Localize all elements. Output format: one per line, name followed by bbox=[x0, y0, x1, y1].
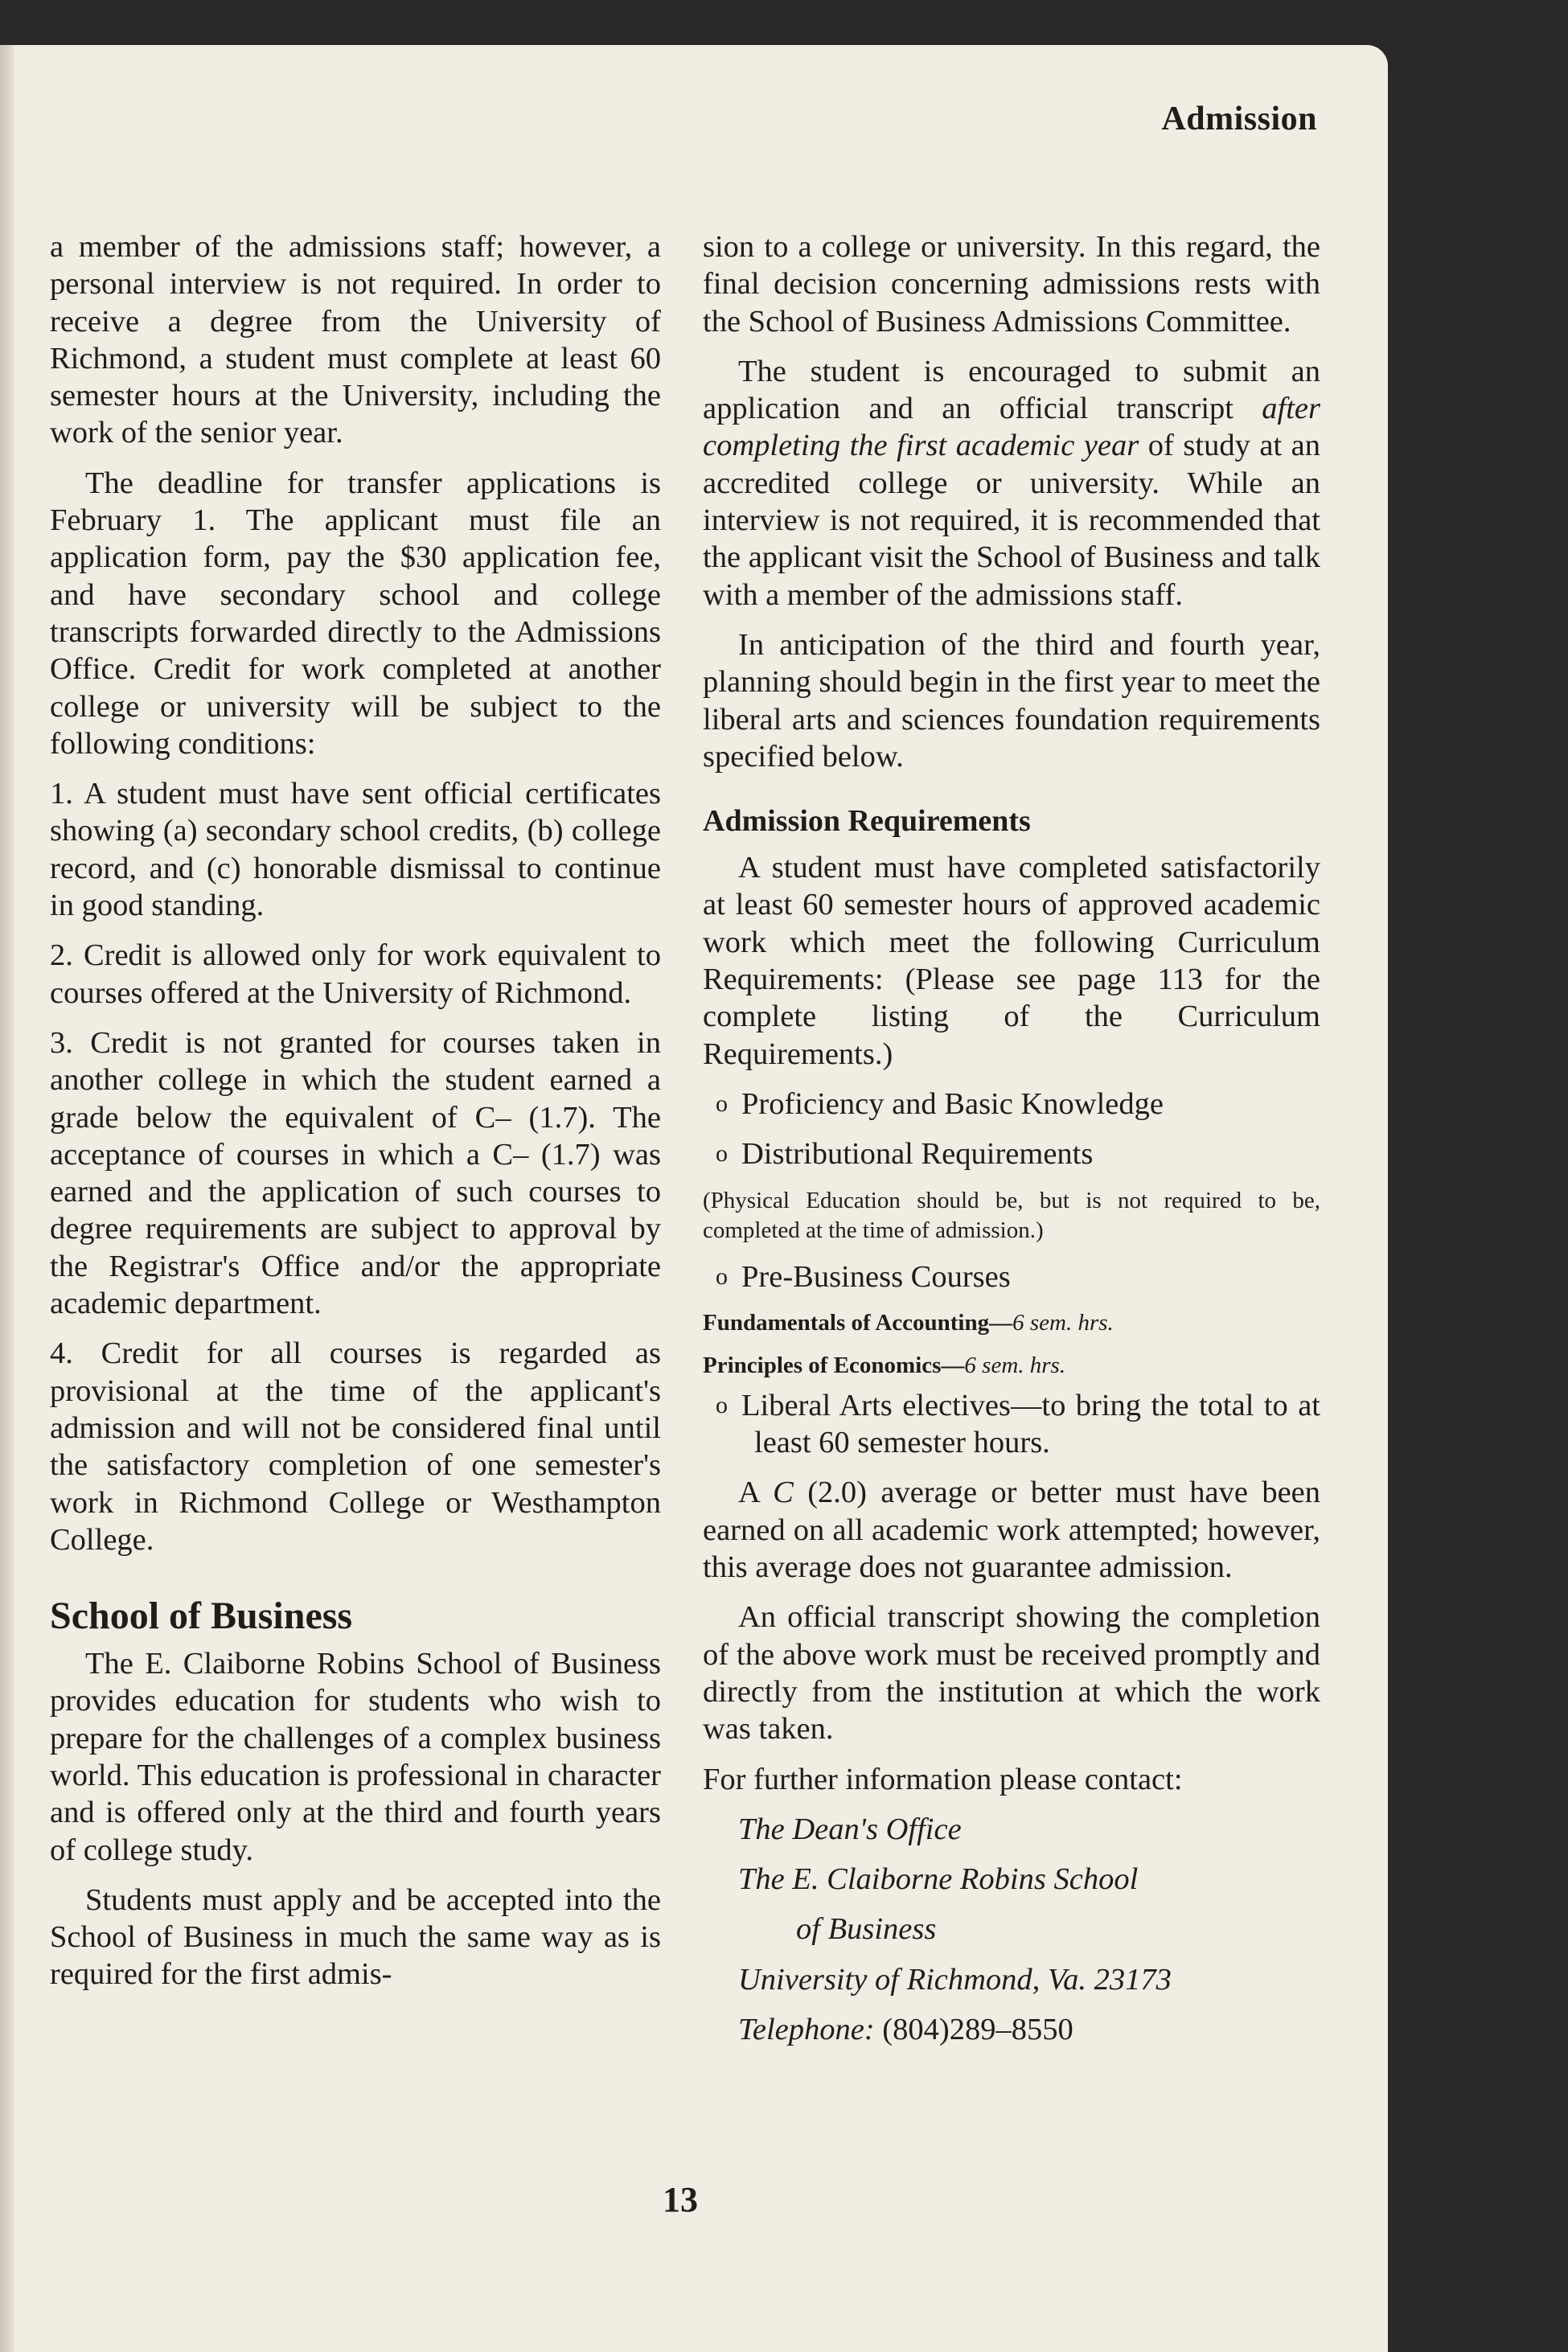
condition-item-4: 4. Credit for all courses is regarded as provisional at the time of the applicant's admission and will not be considered final until the satisfactory completion of one semester's work in Richmond College or Westhampton College. bbox=[50, 1336, 661, 1557]
bullet-icon: o bbox=[716, 1391, 728, 1418]
paragraph: The E. Claiborne Robins School of Business provides education for students who wish to prepare for the challenges of a complex business world. This education is professional in character and is offered only at the third and fourth years of college study. bbox=[50, 1647, 661, 1867]
paragraph: A C (2.0) average or better must have been earned on all academic work attempted; however, this average does not guarantee admission. bbox=[703, 1476, 1320, 1585]
contact-line: The E. Claiborne Robins School bbox=[738, 1862, 1139, 1897]
condition-item-1: 1. A student must have sent official certificates showing (a) secondary school credits, (b) college record, and (c) honorable dismissal to continue in good standing. bbox=[50, 777, 661, 923]
paragraph: An official transcript showing the completion of the above work must be received promptly and directly from the institution at which the work was taken. bbox=[703, 1600, 1320, 1747]
contact-line: of Business bbox=[796, 1912, 937, 1947]
paragraph: The student is encouraged to submit an application and an official transcript after completing the first academic year of study at an accredited college or university. While an interview is not required, it is recommended that the applicant visit the School of Business and talk with a member of the admissions staff. bbox=[703, 354, 1321, 612]
contact-line: The Dean's Office bbox=[738, 1812, 962, 1846]
list-item: o Pre-Business Courses bbox=[703, 1258, 1320, 1295]
bullet-icon: o bbox=[716, 1262, 728, 1290]
running-header: Admission bbox=[1161, 101, 1317, 138]
paragraph: The deadline for transfer applications is February 1. The applicant must file an application form, pay the $30 application fee, and have secondary school and college transcripts forwarded directly to the Admissions Office. Credit for work completed at another college or university will be subject to the following conditions: bbox=[50, 466, 661, 761]
contact-phone: Telephone: (804)289–8550 bbox=[738, 2012, 1073, 2046]
paragraph: sion to a college or university. In this regard, the final decision concerning admissions rests with the School of Business Admissions Committee. bbox=[703, 230, 1320, 339]
list-note: (Physical Education should be, but is not required to be, completed at the time of admission.) bbox=[703, 1187, 1320, 1243]
list-item: o Distributional Requirements bbox=[703, 1135, 1320, 1172]
list-item: o Liberal Arts electives—to bring the total to at least 60 semester hours. bbox=[703, 1387, 1320, 1462]
section-heading: School of Business bbox=[50, 1595, 353, 1638]
course-line: Principles of Economics—6 sem. hrs. bbox=[703, 1352, 1066, 1378]
left-column bbox=[50, 228, 661, 2006]
paragraph: For further information please contact: bbox=[703, 1762, 1183, 1796]
paragraph: In anticipation of the third and fourth year, planning should begin in the first year to meet the liberal arts and sciences foundation requirements specified below. bbox=[703, 627, 1320, 774]
page-number: 13 bbox=[663, 2180, 698, 2219]
condition-item-3: 3. Credit is not granted for courses taken in another college in which the student earned a grade below the equivalent of C– (1.7). The acceptance of courses in which a C– (1.7) was earned and the application of such courses to degree requirements are subject to approval by the Registrar's Office and/or the appropriate academic department. bbox=[50, 1025, 661, 1321]
subsection-heading: Admission Requirements bbox=[703, 804, 1031, 839]
page-binding-edge bbox=[0, 45, 14, 2352]
bullet-icon: o bbox=[716, 1140, 728, 1168]
condition-item-2: 2. Credit is allowed only for work equivalent to courses offered at the University of Richmond. bbox=[50, 938, 661, 1010]
right-column bbox=[703, 228, 1320, 2061]
paragraph: Students must apply and be accepted into the School of Business in much the same way as is required for the first admis- bbox=[50, 1882, 661, 1992]
contact-line: University of Richmond, Va. 23173 bbox=[738, 1962, 1172, 1997]
paragraph: A student must have completed satisfactorily at least 60 semester hours of approved academic work which meet the following Curriculum Requirements: (Please see page 113 for the complete listing of the Curriculum Requirements.) bbox=[703, 851, 1320, 1071]
course-line: Fundamentals of Accounting—6 sem. hrs. bbox=[703, 1309, 1114, 1336]
emphasis: after completing the first academic year bbox=[703, 392, 1320, 463]
list-item: o Proficiency and Basic Knowledge bbox=[703, 1086, 1320, 1123]
bullet-icon: o bbox=[716, 1090, 728, 1117]
paragraph: a member of the admissions staff; however, a personal interview is not required. In order to receive a degree from the University of Richmond, a student must complete at least 60 semester hours at the University, including the work of the senior year. bbox=[50, 230, 661, 450]
